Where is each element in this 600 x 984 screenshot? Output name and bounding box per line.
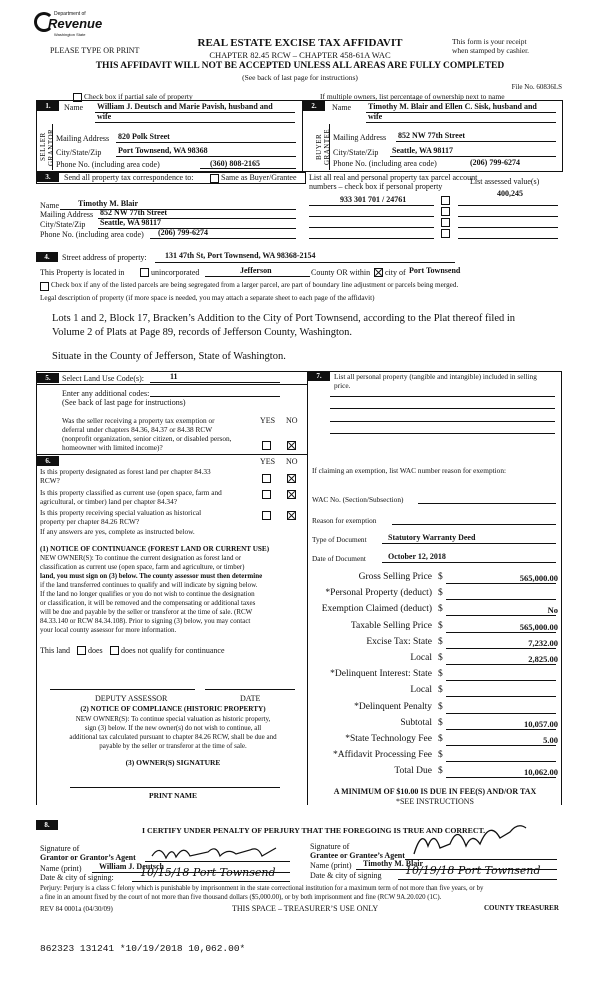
form-warning: THIS AFFIDAVIT WILL NOT BE ACCEPTED UNLESS ALL AREAS ARE FULLY COMPLETED: [95, 61, 505, 71]
seller-addr-label: Mailing Address: [56, 134, 110, 143]
land-does-not-label: does not qualify for continuance: [121, 646, 225, 655]
money-line: [446, 599, 556, 600]
parcel-label-1: List all real and personal property tax parcel account: [309, 173, 478, 182]
parcel-personal-checkbox-4[interactable]: [441, 229, 450, 238]
sec3-address: 852 NW 77th Street: [100, 208, 168, 217]
money-line: [446, 696, 556, 697]
continuance-2: classification as current use (open space, farm and agriculture, or timber): [40, 563, 245, 571]
section-7-num: 7.: [308, 371, 330, 381]
money-label: Subtotal: [400, 718, 432, 728]
county-treasurer: COUNTY TREASURER: [484, 904, 559, 912]
dollar-sign: $: [438, 718, 443, 728]
money-value: 7,232.00: [528, 638, 558, 648]
if-yes-note: If any answers are yes, complete as instructed below.: [40, 527, 195, 536]
sec3-phone-label: Phone No. (including area code): [40, 230, 144, 239]
see-back: (See back of last page for instructions): [242, 73, 358, 82]
unincorporated-label: unincorporated: [151, 268, 200, 277]
dollar-sign: $: [438, 669, 443, 679]
historic-no-checkbox[interactable]: [287, 511, 296, 520]
parcel-number: 933 301 701 / 24761: [340, 195, 407, 204]
deputy-assessor-label: DEPUTY ASSESSOR: [95, 694, 168, 703]
seller-city-label: City/State/Zip: [56, 148, 102, 157]
grantor-signature-scribble: [150, 842, 280, 864]
reason-label: Reason for exemption: [312, 516, 377, 525]
form-chapter: CHAPTER 82.45 RCW – CHAPTER 458-61A WAC: [209, 50, 391, 60]
buyer-name: Timothy M. Blair and Ellen C. Sisk, husband and: [368, 102, 537, 111]
money-value: 10,057.00: [524, 719, 558, 729]
grantor-date: 10/15/18 Port Townsend: [140, 866, 276, 879]
money-label: *State Technology Fee: [345, 734, 432, 744]
sec3-phone: (206) 799-6274: [158, 228, 208, 237]
money-value: 2,825.00: [528, 654, 558, 664]
money-line: [446, 680, 556, 681]
county-or-label: County OR within: [311, 268, 371, 277]
dollar-sign: $: [438, 572, 443, 582]
exempt-no-checkbox[interactable]: [287, 441, 296, 450]
money-line: [446, 729, 556, 730]
buyer-phone: (206) 799-6274: [470, 158, 520, 167]
minimum-due-1: A MINIMUM OF $10.00 IS DUE IN FEE(S) AND/OR TAX: [333, 787, 537, 796]
grantee-name: Timothy M. Blair: [363, 859, 424, 868]
city-of-label: city of: [385, 268, 406, 277]
parcel-personal-checkbox-1[interactable]: [441, 196, 450, 205]
historic-yes-checkbox[interactable]: [262, 511, 271, 520]
exempt-q-2: deferral under chapters 84.36, 84.37 or 84.38 RCW: [62, 425, 213, 434]
historic-title: (2) NOTICE OF COMPLIANCE (HISTORIC PROPERTY): [80, 705, 266, 713]
exempt-q-4: homeowner with limited income)?: [62, 443, 163, 452]
buyer-addr-label: Mailing Address: [333, 133, 387, 142]
money-label: Total Due: [394, 766, 432, 776]
sec3-name-label: Name: [40, 201, 60, 210]
money-label: *Delinquent Penalty: [354, 702, 432, 712]
seller-name-2: wife: [97, 112, 112, 121]
money-label: *Delinquent Interest: State: [330, 669, 432, 679]
grantor-name: William J. Deutsch: [99, 862, 164, 871]
personal-property-label-1: List all personal property (tangible and intangible) included in selling: [334, 372, 537, 381]
grantor-date-label: Date & city of signing:: [40, 873, 114, 882]
type-or-print: PLEASE TYPE OR PRINT: [50, 46, 140, 55]
money-value: 5.00: [543, 735, 558, 745]
grantee-signature-scribble: [410, 818, 530, 860]
continuance-4: if the land transferred continues to qualify and will indicate by signing below.: [40, 581, 258, 589]
current-use-q-b: agricultural, or timber) land per chapter 84.34?: [40, 497, 177, 506]
seller-name-label: Name: [64, 103, 84, 112]
segregated-label: Check box if any of the listed parcels are being segregated from a larger parcel, are part of boundary line adjustment or parcels being merged.: [51, 281, 459, 289]
located-label: This Property is located in: [40, 268, 125, 277]
grantee-name-label: Name (print): [310, 861, 352, 870]
section-6-num: 6.: [37, 456, 59, 466]
current-use-yes-checkbox[interactable]: [262, 490, 271, 499]
same-as-buyer-label: Same as Buyer/Grantee: [221, 173, 297, 182]
sec3-label: Send all property tax correspondence to:: [64, 173, 194, 182]
unincorporated-checkbox[interactable]: [140, 268, 149, 277]
sec6-no-header: NO: [286, 457, 298, 466]
assessed-label: List assessed value(s): [470, 177, 540, 186]
doc-type-label: Type of Document: [312, 535, 367, 544]
sec3-name: Timothy M. Blair: [78, 199, 139, 208]
historic-q-b: property per chapter 84.26 RCW?: [40, 517, 140, 526]
grantee-date-label: Date & city of signing: [310, 871, 382, 880]
seller-phone: (360) 808-2165: [210, 159, 260, 168]
grantee-sig-label-2: Grantee or Grantee’s Agent: [310, 851, 405, 860]
legal-line-3: Situate in the County of Jefferson, State of Washington.: [52, 351, 286, 362]
street-label: Street address of property:: [62, 253, 147, 262]
grantor-name-label: Name (print): [40, 864, 82, 873]
continuance-8: 84.33.140 or RCW 84.34.108). Prior to signing (3) below, you may contact: [40, 617, 251, 625]
money-line: [446, 713, 556, 714]
continuance-6: or classification, it will be removed and the compensating or additional taxes: [40, 599, 256, 607]
logo-word: Revenue: [48, 16, 103, 31]
money-value: 565,000.00: [519, 573, 558, 583]
dollar-sign: $: [438, 588, 443, 598]
grantee-signature: [410, 818, 530, 862]
money-label: Exemption Claimed (deduct): [321, 604, 432, 614]
segregated-checkbox[interactable]: [40, 282, 49, 291]
sec6-yes-header: YES: [260, 457, 276, 466]
dollar-sign: $: [438, 637, 443, 647]
buyer-name-label: Name: [332, 103, 352, 112]
money-line: [446, 583, 556, 584]
money-value: 565,000.00: [519, 622, 558, 632]
parcel-personal-checkbox-2[interactable]: [441, 207, 450, 216]
land-does-checkbox[interactable]: [77, 646, 86, 655]
current-use-q-a: Is this property classified as current use (open space, farm and: [40, 488, 222, 497]
personal-property-label-2: price.: [334, 381, 351, 390]
seller-name: William J. Deutsch and Marie Pavish, husband and: [97, 102, 273, 111]
parcel-label-2: numbers – check box if personal property: [309, 182, 443, 191]
dollar-sign: $: [438, 685, 443, 695]
section-5-num: 5.: [37, 373, 59, 383]
additional-codes-label-2: (See back of last page for instructions): [62, 398, 186, 407]
exempt-q-3: (nonprofit organization, senior citizen, or disabled person,: [62, 434, 232, 443]
dollar-sign: $: [438, 604, 443, 614]
continuance-1: NEW OWNER(S): To continue the current designation as forest land or: [40, 554, 242, 562]
section-8-num: 8.: [36, 820, 58, 830]
money-label: Taxable Selling Price: [350, 621, 432, 631]
money-label: Excise Tax: State: [366, 637, 432, 647]
multiple-owners-label: If multiple owners, list percentage of ownership next to name: [320, 92, 505, 101]
county-name: Jefferson: [240, 266, 272, 275]
dollar-sign: $: [438, 750, 443, 760]
money-label: Local: [410, 685, 432, 695]
legal-label: Legal description of property (if more space is needed, you may attach a separate sheet to each page of the affidavit): [40, 294, 375, 302]
sec3-city-label: City/State/Zip: [40, 220, 86, 229]
historic-1: NEW OWNER(S): To continue special valuation as historic property,: [75, 715, 271, 723]
exempt-q-1: Was the seller receiving a property tax exemption or: [62, 416, 215, 425]
dollar-sign: $: [438, 653, 443, 663]
seller-side-label: SELLER GRANTOR: [39, 128, 55, 166]
forest-q-b: RCW?: [40, 476, 60, 485]
historic-4: payable by the seller or transferor at the time of sale.: [99, 742, 247, 750]
buyer-city-label: City/State/Zip: [333, 148, 379, 157]
receipt-note-2: when stamped by cashier.: [452, 46, 530, 55]
buyer-phone-label: Phone No. (including area code): [333, 159, 437, 168]
form-revision: REV 84 0001a (04/30/09): [40, 905, 113, 913]
treasurer-space: THIS SPACE – TREASURER’S USE ONLY: [232, 904, 379, 913]
buyer-name-2: wife: [368, 112, 383, 121]
same-as-buyer-checkbox[interactable]: [210, 174, 219, 183]
sec3-city: Seattle, WA 98117: [100, 218, 161, 227]
section-4-num: 4.: [36, 252, 58, 262]
continuance-5: If the land no longer qualifies or you do not wish to continue the designation: [40, 590, 255, 598]
wac-claim-label: If claiming an exemption, list WAC number reason for exemption:: [312, 466, 506, 475]
continuance-9: your local county assessor for more information.: [40, 626, 177, 634]
continuance-title: (1) NOTICE OF CONTINUANCE (FOREST LAND OR CURRENT USE): [40, 545, 270, 553]
buyer-city: Seattle, WA 98117: [392, 146, 453, 155]
additional-codes-label-1: Enter any additional codes:: [62, 389, 150, 398]
forest-q-a: Is this property designated as forest land per chapter 84.33: [40, 467, 211, 476]
grantee-sig-label-1: Signature of: [310, 842, 350, 851]
seller-phone-label: Phone No. (including area code): [56, 160, 160, 169]
money-line: [446, 761, 556, 762]
continuance-3: land, you must sign on (3) below. The county assessor must then determine: [40, 572, 263, 580]
form-title: REAL ESTATE EXCISE TAX AFFIDAVIT: [197, 37, 403, 49]
current-use-no-checkbox[interactable]: [287, 490, 296, 499]
doc-date-label: Date of Document: [312, 554, 366, 563]
logo-state: Washington State: [54, 32, 86, 37]
logo: [34, 10, 103, 40]
city-name: Port Townsend: [409, 266, 461, 275]
doc-date: October 12, 2018: [388, 552, 446, 561]
money-value: 10,062.00: [524, 767, 558, 777]
legal-line-2: Volume 2 of Plats at Page 89, records of Jefferson County, Washington.: [52, 327, 353, 338]
certify-text: I CERTIFY UNDER PENALTY OF PERJURY THAT THE FOREGOING IS TRUE AND CORRECT.: [142, 826, 486, 835]
logo-dept: Department of: [54, 11, 86, 17]
section-2-num: 2.: [303, 101, 325, 111]
owner-signature-label: (3) OWNER(S) SIGNATURE: [125, 758, 221, 767]
partial-sale-label: Check box if partial sale of property: [84, 92, 193, 101]
dollar-sign: $: [438, 621, 443, 631]
assessed-value: 400,245: [497, 189, 523, 198]
seller-address: 820 Polk Street: [118, 132, 170, 141]
seller-city: Port Townsend, WA 98368: [118, 146, 208, 155]
money-label: Gross Selling Price: [358, 572, 432, 582]
buyer-address: 852 NW 77th Street: [398, 131, 466, 140]
grantee-date: 10/19/18 Port Townsend: [405, 864, 541, 877]
within-city-checkbox[interactable]: [374, 268, 383, 277]
grantor-sig-label-2: Grantor or Grantor’s Agent: [40, 853, 136, 862]
land-does-label: does: [88, 646, 103, 655]
money-label: Local: [410, 653, 432, 663]
forest-no-checkbox[interactable]: [287, 474, 296, 483]
cashier-stamp: 862323 131241 *10/19/2018 10,062.00*: [40, 943, 246, 954]
sec5-yes-header: YES: [260, 416, 276, 425]
historic-3: additional tax calculated pursuant to chapter 84.26 RCW, shall be due and: [69, 733, 277, 741]
money-line: [446, 664, 556, 665]
money-line: [446, 777, 556, 778]
money-label: *Affidavit Processing Fee: [332, 750, 432, 760]
land-use-label: Select Land Use Code(s):: [62, 374, 144, 383]
street-address: 131 47th St, Port Townsend, WA 98368-2154: [165, 251, 316, 260]
sec3-addr-label: Mailing Address: [40, 210, 94, 219]
dollar-sign: $: [438, 734, 443, 744]
this-land-label: This land: [40, 646, 70, 655]
historic-q-a: Is this property receiving special valuation as historical: [40, 508, 202, 517]
money-value: No: [547, 605, 558, 615]
doc-type: Statutory Warranty Deed: [388, 533, 476, 542]
print-name-label: PRINT NAME: [149, 791, 197, 800]
dollar-sign: $: [438, 702, 443, 712]
parcel-personal-checkbox-3[interactable]: [441, 218, 450, 227]
legal-line-1: Lots 1 and 2, Block 17, Bracken’s Addition to the City of Port Townsend, according to the Plat thereof filed in: [52, 313, 516, 324]
grantor-sig-label-1: Signature of: [40, 844, 80, 853]
perjury-2: a fine in an amount fixed by the court of not more than five thousand dollars ($5,000.00), or by both imprisonment and fine (RCW 9A.20.020 (1C).: [40, 894, 442, 901]
money-line: [446, 745, 556, 746]
land-use-code: 11: [170, 372, 178, 381]
buyer-side-label: BUYER GRANTEE: [315, 128, 331, 166]
historic-2: sign (3) below. If the new owner(s) do not wish to continue, all: [84, 724, 262, 732]
sec5-no-header: NO: [286, 416, 298, 425]
dollar-sign: $: [438, 766, 443, 776]
forest-yes-checkbox[interactable]: [262, 474, 271, 483]
continuance-7: will be due and payable by the seller or transferor at the time of sale. (RCW: [40, 608, 253, 616]
minimum-due-2: *SEE INSTRUCTIONS: [395, 797, 474, 806]
file-number: File No. 60836LS: [511, 83, 562, 91]
exempt-yes-checkbox[interactable]: [262, 441, 271, 450]
date-label: DATE: [240, 694, 261, 703]
money-line: [446, 648, 556, 649]
section-3-num: 3.: [37, 173, 59, 182]
receipt-note-1: This form is your receipt: [452, 37, 527, 46]
money-label: *Personal Property (deduct): [325, 588, 432, 598]
perjury-1: Perjury: Perjury is a class C felony which is punishable by imprisonment in the state correctional institution for a maximum term of not more than five years, or by: [40, 885, 484, 892]
money-line: [446, 632, 556, 633]
section-1-num: 1.: [37, 101, 59, 111]
wac-no-label: WAC No. (Section/Subsection): [312, 495, 404, 504]
land-does-not-checkbox[interactable]: [110, 646, 119, 655]
money-line: [446, 615, 556, 616]
grantor-signature: [150, 842, 280, 868]
